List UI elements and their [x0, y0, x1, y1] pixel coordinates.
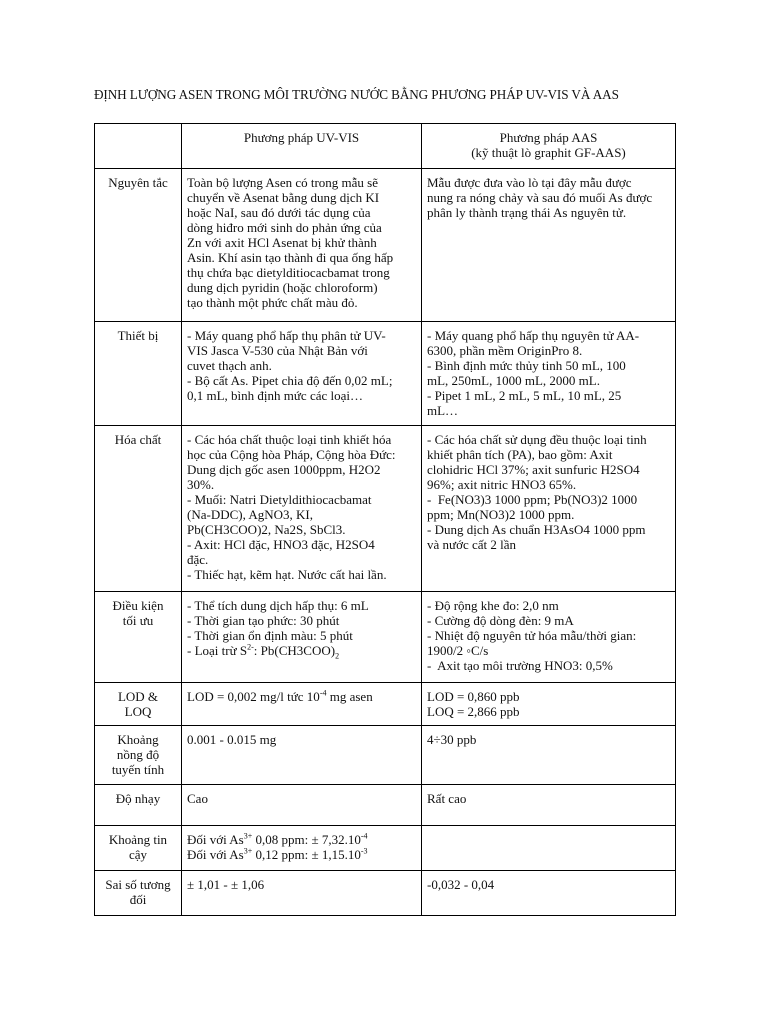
- nguyen-tac-uvvis-line: Toàn bộ lượng Asen có trong mẫu sẽ: [187, 175, 379, 190]
- text-fragment: 0,12 ppm: ± 1,15.10: [252, 847, 361, 862]
- row-label-line: LOQ: [124, 704, 152, 719]
- document-title: ĐỊNH LƯỢNG ASEN TRONG MÔI TRƯỜNG NƯỚC BẰNG PHƯƠNG PHÁP UV-VIS VÀ AAS: [94, 87, 619, 102]
- lod-loq-aas-line: LOQ = 2,866 ppb: [427, 704, 520, 719]
- row-label-lod-loq: [95, 683, 182, 726]
- hoa-chat-uvvis-line: - Muối: Natri Dietyldithiocacbamat: [187, 492, 372, 507]
- row-label-line: cậy: [128, 847, 148, 862]
- header-empty-cell: [95, 124, 182, 169]
- hoa-chat-aas-cell: [422, 426, 676, 592]
- row-label-khoang-tuyen-tinh: [95, 726, 182, 785]
- nguyen-tac-aas-line: Mẫu được đưa vào lò tại đây mẫu được: [427, 175, 632, 190]
- nguyen-tac-uvvis-cell: [182, 169, 422, 322]
- header-uvvis-label: Phương pháp UV-VIS: [243, 130, 360, 145]
- hoa-chat-uvvis-line: - Các hóa chất thuộc loại tinh khiết hóa: [187, 432, 392, 447]
- thiet-bi-uvvis-line: 0,1 mL, bình định mức các loại…: [187, 388, 364, 403]
- do-nhay-uvvis-cell: Cao: [182, 785, 422, 826]
- row-label-line: đối: [129, 892, 147, 907]
- text-fragment: Đối với As: [187, 847, 244, 862]
- hoa-chat-aas-line: 96%; axit nitric HNO3 65%.: [427, 477, 577, 492]
- hoa-chat-uvvis-line: Pb(CH3COO)2, Na2S, SbCl3.: [187, 522, 346, 537]
- hoa-chat-uvvis-line: đặc.: [187, 552, 209, 567]
- dieu-kien-aas-cell: [422, 592, 676, 683]
- row-label-nguyen-tac: Nguyên tắc: [95, 169, 182, 322]
- text-fragment: : Pb(CH3COO): [253, 643, 336, 658]
- lod-loq-aas-cell: [422, 683, 676, 726]
- hoa-chat-uvvis-cell: [182, 426, 422, 592]
- hoa-chat-aas-line: - Các hóa chất sử dụng đều thuộc loại tinh: [427, 432, 647, 447]
- row-label-khoang-tin-cay: [95, 826, 182, 871]
- khoang-tin-cay-uvvis-line: [187, 847, 416, 862]
- row-label-line: tối ưu: [122, 613, 154, 628]
- dieu-kien-aas-line: - Nhiệt độ nguyên tử hóa mẫu/thời gian:: [427, 628, 637, 643]
- thiet-bi-uvvis-line: - Bộ cất As. Pipet chia độ đến 0,02 mL;: [187, 373, 393, 388]
- text-fragment: - Loại trừ S: [187, 643, 248, 658]
- hoa-chat-uvvis-line: (Na-DDC), AgNO3, KI,: [187, 507, 314, 522]
- text-fragment: LOD = 0,002 mg/l tức 10: [187, 689, 320, 704]
- nguyen-tac-aas-cell: [422, 169, 676, 322]
- lod-loq-uvvis-cell: [182, 683, 422, 726]
- thiet-bi-uvvis-line: VIS Jasca V-530 của Nhật Bản với: [187, 343, 368, 358]
- text-fragment: Đối với As: [187, 832, 244, 847]
- thiet-bi-uvvis-line: - Máy quang phổ hấp thụ phân tử UV-: [187, 328, 386, 343]
- nguyen-tac-aas-line: nung ra nóng chảy và sau đó muối As được: [427, 190, 653, 205]
- khoang-tuyen-tinh-uvvis-cell: 0.001 - 0.015 mg: [182, 726, 422, 785]
- khoang-tin-cay-uvvis-line: [187, 832, 416, 847]
- hoa-chat-uvvis-line: 30%.: [187, 477, 215, 492]
- hoa-chat-aas-line: - Fe(NO3)3 1000 ppm; Pb(NO3)2 1000: [427, 492, 638, 507]
- dieu-kien-aas-line: - Cường độ dòng đèn: 9 mA: [427, 613, 574, 628]
- text-fragment: mg asen: [326, 689, 373, 704]
- table-row: [95, 592, 676, 683]
- table-row: [95, 826, 676, 871]
- table-row: [95, 683, 676, 726]
- thiet-bi-uvvis-line: cuvet thạch anh.: [187, 358, 272, 373]
- header-uvvis: [182, 124, 422, 169]
- dieu-kien-uvvis-cell: [182, 592, 422, 683]
- hoa-chat-aas-line: - Dung dịch As chuẩn H3AsO4 1000 ppm: [427, 522, 646, 537]
- khoang-tin-cay-aas-cell: [422, 826, 676, 871]
- dieu-kien-aas-line: - Axit tạo môi trường HNO3: 0,5%: [427, 658, 613, 673]
- superscript: 2-: [247, 642, 254, 652]
- dieu-kien-uvvis-line: - Thời gian ổn định màu: 5 phút: [187, 628, 353, 643]
- nguyen-tac-uvvis-line: hoặc NaI, sau đó dưới tác dụng của: [187, 205, 371, 220]
- row-label-line: Khoảng tin: [108, 832, 168, 847]
- subscript: 2: [335, 651, 340, 661]
- thiet-bi-aas-line: mL, 250mL, 1000 mL, 2000 mL.: [427, 373, 600, 388]
- nguyen-tac-uvvis-line: tạo thành một phức chất màu đỏ.: [187, 295, 358, 310]
- dieu-kien-aas-line: - Độ rộng khe đo: 2,0 nm: [427, 598, 559, 613]
- table-row: [95, 169, 676, 322]
- lod-loq-aas-line: LOD = 0,860 ppb: [427, 689, 520, 704]
- hoa-chat-uvvis-line: học của Cộng hòa Pháp, Cộng hòa Đức:: [187, 447, 396, 462]
- row-label-do-nhay: Độ nhạy: [95, 785, 182, 826]
- row-label-hoa-chat: Hóa chất: [95, 426, 182, 592]
- hoa-chat-aas-line: khiết phân tích (PA), bao gồm: Axit: [427, 447, 613, 462]
- nguyen-tac-uvvis-line: Asin. Khí asin tạo thành đi qua ống hấp: [187, 250, 394, 265]
- nguyen-tac-uvvis-line: dung dịch pyridin (hoặc chloroform): [187, 280, 378, 295]
- dieu-kien-uvvis-line: - Thể tích dung dịch hấp thụ: 6 mL: [187, 598, 369, 613]
- row-label-sai-so: [95, 871, 182, 916]
- dieu-kien-aas-line: 1900/2 ◦C/s: [427, 643, 489, 658]
- header-aas: [422, 124, 676, 169]
- superscript: -4: [319, 688, 327, 698]
- hoa-chat-uvvis-line: - Axit: HCl đặc, HNO3 đặc, H2SO4: [187, 537, 375, 552]
- lod-loq-uvvis-line: [187, 689, 416, 704]
- table-row: [95, 871, 676, 916]
- hoa-chat-uvvis-line: Dung dịch gốc asen 1000ppm, H2O2: [187, 462, 381, 477]
- row-label-dieu-kien: [95, 592, 182, 683]
- thiet-bi-aas-line: - Bình định mức thủy tinh 50 mL, 100: [427, 358, 626, 373]
- dieu-kien-uvvis-line: [187, 642, 416, 661]
- do-nhay-aas-cell: Rất cao: [422, 785, 676, 826]
- table-row: [95, 726, 676, 785]
- row-label-line: nồng độ: [116, 747, 160, 762]
- nguyen-tac-uvvis-line: Zn với axit HCl Asenat bị khử thành: [187, 235, 377, 250]
- row-label-line: Sai số tương: [105, 877, 171, 892]
- nguyen-tac-uvvis-line: thụ chứa bạc dietylditiocacbamat trong: [187, 265, 390, 280]
- superscript: -4: [360, 831, 368, 841]
- thiet-bi-uvvis-cell: [182, 322, 422, 426]
- hoa-chat-aas-line: clohidric HCl 37%; axit sunfuric H2SO4: [427, 462, 640, 477]
- nguyen-tac-uvvis-line: dòng hiđro mới sinh do phản ứng của: [187, 220, 382, 235]
- hoa-chat-uvvis-line: - Thiếc hạt, kẽm hạt. Nước cất hai lần.: [187, 567, 387, 582]
- nguyen-tac-uvvis-line: chuyển về Asenat bằng dung dịch KI: [187, 190, 380, 205]
- text-fragment: 0,08 ppm: ± 7,32.10: [252, 832, 361, 847]
- header-aas-line2: (kỹ thuật lò graphit GF-AAS): [471, 145, 626, 160]
- thiet-bi-aas-line: 6300, phần mềm OriginPro 8.: [427, 343, 583, 358]
- thiet-bi-aas-line: mL…: [427, 403, 459, 418]
- hoa-chat-aas-line: ppm; Mn(NO3)2 1000 ppm.: [427, 507, 575, 522]
- table-row: [95, 322, 676, 426]
- superscript: 3+: [243, 846, 253, 856]
- table-row: [95, 426, 676, 592]
- thiet-bi-aas-line: - Máy quang phổ hấp thụ nguyên tử AA-: [427, 328, 640, 343]
- comparison-table: [94, 123, 676, 916]
- dieu-kien-uvvis-line: - Thời gian tạo phức: 30 phút: [187, 613, 340, 628]
- row-label-line: tuyến tính: [111, 762, 165, 777]
- table-row: [95, 785, 676, 826]
- thiet-bi-aas-line: - Pipet 1 mL, 2 mL, 5 mL, 10 mL, 25: [427, 388, 622, 403]
- row-label-line: LOD &: [117, 689, 159, 704]
- superscript: -3: [360, 846, 368, 856]
- sai-so-aas-cell: -0,032 - 0,04: [422, 871, 676, 916]
- row-label-line: Điều kiện: [112, 598, 164, 613]
- table-header-row: [95, 124, 676, 169]
- sai-so-uvvis-cell: ± 1,01 - ± 1,06: [182, 871, 422, 916]
- superscript: 3+: [243, 831, 253, 841]
- thiet-bi-aas-cell: [422, 322, 676, 426]
- khoang-tin-cay-uvvis-cell: [182, 826, 422, 871]
- header-aas-line1: Phương pháp AAS: [499, 130, 598, 145]
- row-label-thiet-bi: Thiết bị: [95, 322, 182, 426]
- hoa-chat-aas-line: và nước cất 2 lần: [427, 537, 516, 552]
- khoang-tuyen-tinh-aas-cell: 4÷30 ppb: [422, 726, 676, 785]
- nguyen-tac-aas-line: phân ly thành trạng thái As nguyên tử.: [427, 205, 627, 220]
- row-label-line: Khoảng: [117, 732, 159, 747]
